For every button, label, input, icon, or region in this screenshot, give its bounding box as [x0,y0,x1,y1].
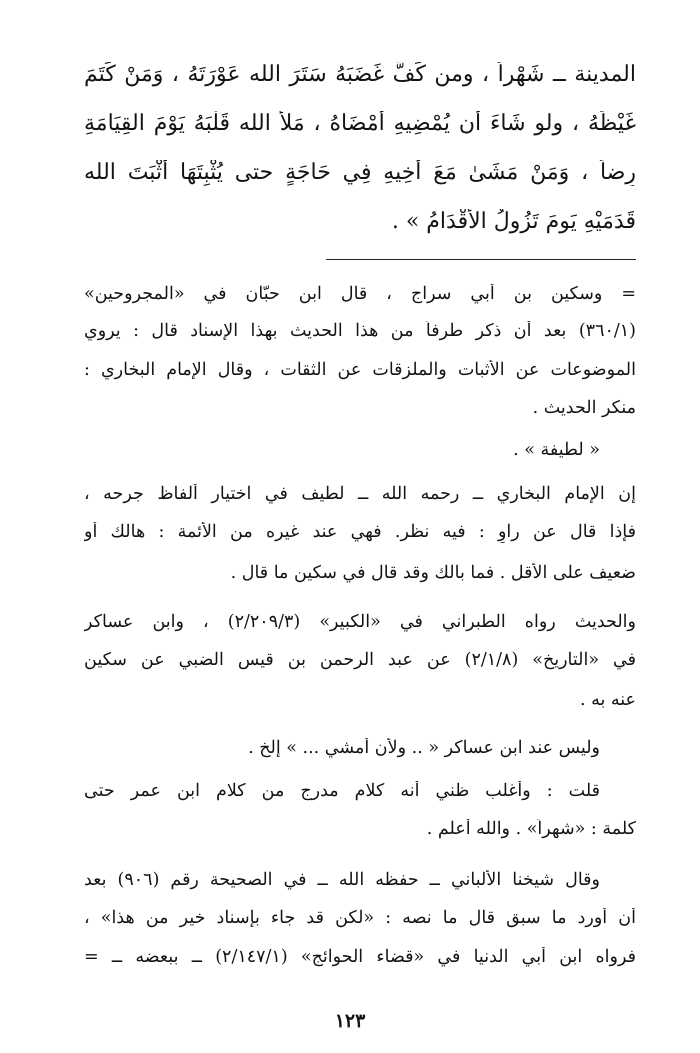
footnote-line: ضعيف على الأقل . فما بالك وقد قال في سكين ما قال . [230,563,636,583]
footnote-line: كلمة : «شهراً» . والله أعلم . [426,819,636,839]
hadith-line: غَيْظَهُ ، ولو شَاءَ أن يُمْضِيهِ أَمْضَاهُ ، مَلأَ الله قَلْبَهُ يَوْمَ القِيَامَةِ [84,111,636,136]
hadith-line: المدينة ــ شَهْراً ، ومن كَفَّ غَضَبَهُ سَتَرَ الله عَوْرَتَهُ ، وَمَنْ كَتَمَ [84,62,636,87]
footnote-line: الموضوعات عن الأثبات والملزقات عن الثقات ، وقال الإمام البخاري : [84,360,636,380]
page-number: ١٢٣ [334,1010,366,1032]
footnote-line: في «التاريخ» (٢/١/٨) عن عبد الرحمن بن قيس الضبي عن سكين [84,650,636,670]
section-heading: « لطيفة » . [513,440,600,460]
footnote-line: (٣٦٠/١) بعد أن ذكر طرفاً من هذا الحديث بهذا الإسناد قال : يروي [84,321,636,341]
footnote-line: وليس عند ابن عساكر « .. ولأن أمشي ... » إلخ . [248,738,600,758]
footnote-line: والحديث رواه الطبراني في «الكبير» (٢/٢٠٩/٣) ، وابن عساكر [84,612,636,632]
footnote-line: أن أورد ما سبق قال ما نصه : «لكن قد جاء بإسناد خير من هذا» ، [84,908,636,928]
footnote-line: قلت : وأغلب ظني أنه كلام مدرج من كلام ابن عمر حتى [84,781,600,801]
footnote-line: إن الإمام البخاري ــ رحمه الله ــ لطيف في اختيار ألفاظ جرحه ، [84,484,636,504]
footnote-line: عنه به . [579,690,636,710]
hadith-line: رِضاً ، وَمَنْ مَشَىٰ مَعَ أَخِيهِ فِي حَاجَةٍ حتى يُثْبِتَهَا أَثْبَتَ الله [84,160,636,185]
footnote-separator [326,259,636,260]
footnote-line: = وسكين بن أبي سراج ، قال ابن حبّان في «المجروحين» [84,284,636,304]
footnote-line: فرواه ابن أبي الدنيا في «قضاء الحوائج» (٢/١٤٧/١) ــ ببعضه ــ = [84,947,636,967]
hadith-line: قَدَمَيْهِ يَومَ تَزُولُ الأَقْدَامُ » . [391,209,636,234]
footnote-line: وقال شيخنا الألباني ــ حفظه الله ــ في الصحيحة رقم (٩٠٦) بعد [84,870,600,890]
footnote-line: منكر الحديث . [532,398,636,418]
footnote-line: فإذا قال عن راوٍ : فيه نظر. فهي عند غيره من الأئمة : هالك أو [84,522,636,542]
